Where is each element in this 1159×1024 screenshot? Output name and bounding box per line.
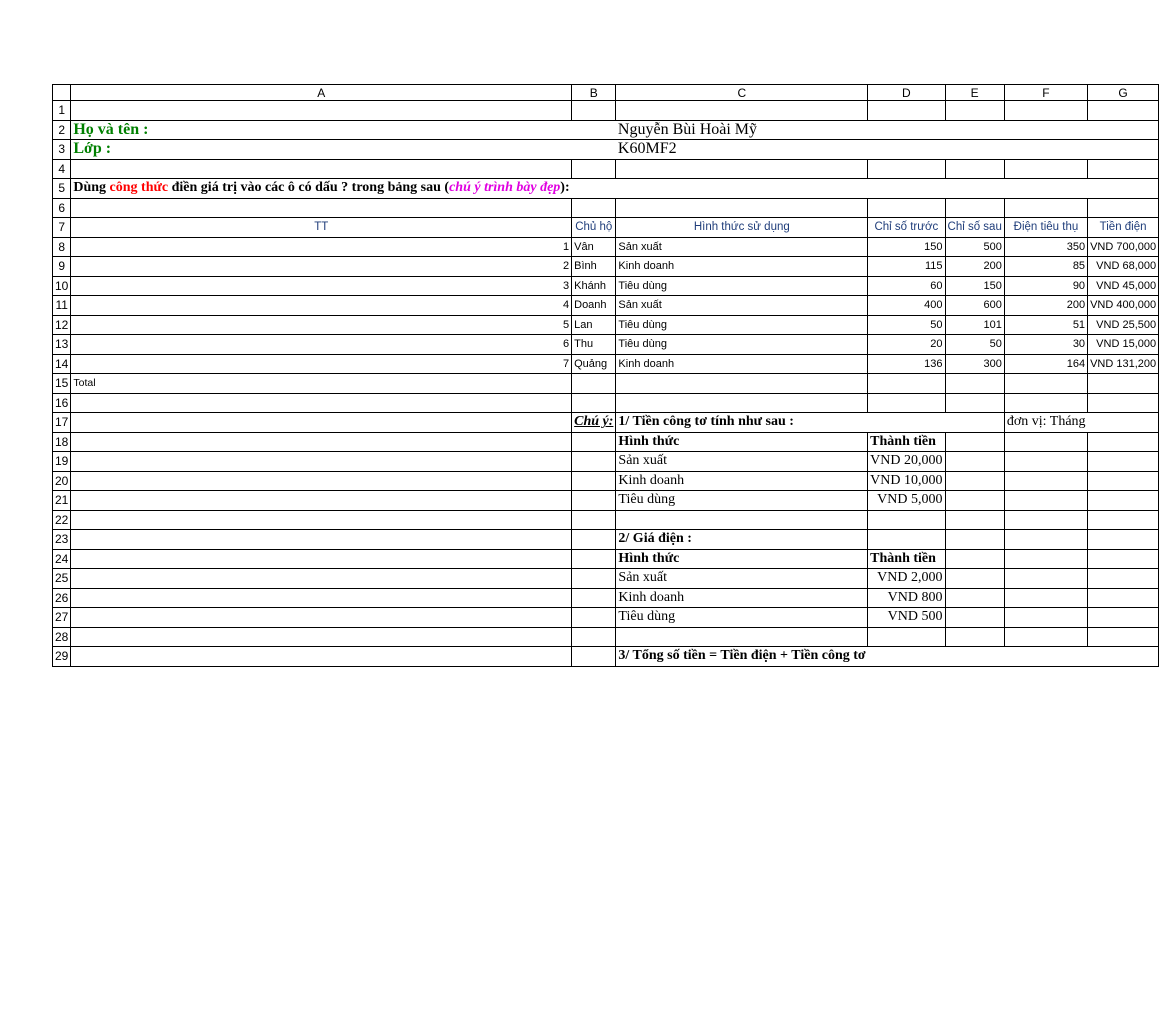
cell[interactable] bbox=[572, 608, 616, 628]
cell[interactable] bbox=[71, 159, 572, 179]
cell[interactable] bbox=[1004, 491, 1087, 511]
cell[interactable] bbox=[1004, 374, 1087, 394]
cell[interactable] bbox=[1088, 510, 1159, 530]
cell[interactable] bbox=[71, 569, 572, 589]
cell-tt[interactable]: 1 bbox=[71, 237, 572, 257]
row-header[interactable]: 20 bbox=[53, 471, 71, 491]
cell[interactable] bbox=[572, 647, 616, 667]
table-row bbox=[53, 335, 1159, 355]
cell[interactable] bbox=[71, 101, 572, 121]
cell[interactable] bbox=[1088, 120, 1159, 140]
cell[interactable] bbox=[1088, 569, 1159, 589]
cell[interactable] bbox=[945, 432, 1004, 452]
row-header[interactable]: 18 bbox=[53, 432, 71, 452]
cell[interactable] bbox=[1088, 608, 1159, 628]
cell[interactable] bbox=[572, 549, 616, 569]
cell[interactable] bbox=[572, 101, 616, 121]
row-header[interactable]: 25 bbox=[53, 569, 71, 589]
note-label[interactable]: Chú ý: bbox=[572, 413, 616, 433]
header-tt[interactable]: TT bbox=[71, 218, 572, 238]
row-header[interactable]: 15 bbox=[53, 374, 71, 394]
cell-tt[interactable]: 3 bbox=[71, 276, 572, 296]
sheet-row bbox=[53, 627, 1159, 647]
cell[interactable] bbox=[1088, 374, 1159, 394]
cell-owner[interactable]: Khánh bbox=[572, 276, 616, 296]
row-header[interactable]: 5 bbox=[53, 179, 71, 199]
column-header-c[interactable]: C bbox=[616, 85, 868, 101]
cell[interactable] bbox=[1004, 588, 1087, 608]
cell-owner[interactable]: Quảng bbox=[572, 354, 616, 374]
sheet-row bbox=[53, 120, 1159, 140]
row-header[interactable]: 28 bbox=[53, 627, 71, 647]
cell-tt[interactable]: 7 bbox=[71, 354, 572, 374]
row-header[interactable]: 26 bbox=[53, 588, 71, 608]
cell-usage[interactable]: 51 bbox=[1004, 315, 1087, 335]
cell[interactable] bbox=[71, 491, 572, 511]
cell[interactable] bbox=[1088, 452, 1159, 472]
cell[interactable] bbox=[1004, 530, 1087, 550]
column-header-a[interactable]: A bbox=[71, 85, 572, 101]
cell[interactable] bbox=[1088, 101, 1159, 121]
cell[interactable] bbox=[616, 159, 868, 179]
sheet-row bbox=[53, 588, 1159, 608]
cell[interactable] bbox=[71, 471, 572, 491]
cell[interactable] bbox=[1088, 588, 1159, 608]
cell[interactable] bbox=[945, 101, 1004, 121]
cell[interactable] bbox=[868, 159, 945, 179]
cell[interactable] bbox=[868, 179, 945, 199]
cell[interactable] bbox=[71, 549, 572, 569]
sheet-row bbox=[53, 608, 1159, 628]
meter-fee-title[interactable]: 1/ Tiền công tơ tính như sau : bbox=[616, 413, 868, 433]
cell[interactable] bbox=[1004, 198, 1087, 218]
price-amount[interactable]: VND 2,000 bbox=[868, 569, 945, 589]
cell[interactable] bbox=[868, 393, 945, 413]
sheet-row bbox=[53, 140, 1159, 160]
cell-usage[interactable]: 30 bbox=[1004, 335, 1087, 355]
cell[interactable] bbox=[1088, 413, 1159, 433]
instruction-part: ): bbox=[560, 180, 570, 196]
cell-tt[interactable]: 5 bbox=[71, 315, 572, 335]
cell[interactable] bbox=[572, 159, 616, 179]
cell-cost[interactable]: VND 15,000 bbox=[1088, 335, 1159, 355]
row-header[interactable]: 24 bbox=[53, 549, 71, 569]
cell[interactable] bbox=[945, 491, 1004, 511]
cell[interactable] bbox=[1004, 120, 1087, 140]
meter-amount[interactable]: VND 20,000 bbox=[868, 452, 945, 472]
sheet-row bbox=[53, 569, 1159, 589]
sheet-row bbox=[53, 159, 1159, 179]
cell-type[interactable]: Tiêu dùng bbox=[616, 315, 868, 335]
table-row bbox=[53, 257, 1159, 277]
cell[interactable] bbox=[1088, 432, 1159, 452]
meter-type[interactable]: Tiêu dùng bbox=[616, 491, 868, 511]
sheet-row bbox=[53, 491, 1159, 511]
cell[interactable] bbox=[868, 413, 945, 433]
cell[interactable] bbox=[616, 101, 868, 121]
cell[interactable] bbox=[1088, 198, 1159, 218]
table-row bbox=[53, 354, 1159, 374]
meter-amount[interactable]: VND 10,000 bbox=[868, 471, 945, 491]
cell[interactable] bbox=[572, 588, 616, 608]
cell[interactable] bbox=[868, 627, 945, 647]
cell[interactable] bbox=[945, 413, 1004, 433]
instruction-highlight-formula: công thức bbox=[109, 180, 169, 196]
cell[interactable] bbox=[1004, 452, 1087, 472]
cell[interactable] bbox=[868, 374, 945, 394]
sheet-row bbox=[53, 432, 1159, 452]
cell[interactable] bbox=[572, 140, 616, 160]
row-header[interactable]: 14 bbox=[53, 354, 71, 374]
cell[interactable] bbox=[1004, 608, 1087, 628]
row-header[interactable]: 22 bbox=[53, 510, 71, 530]
cell-before[interactable]: 50 bbox=[868, 315, 945, 335]
cell-before[interactable]: 136 bbox=[868, 354, 945, 374]
cell-before[interactable]: 60 bbox=[868, 276, 945, 296]
cell-after[interactable]: 150 bbox=[945, 276, 1004, 296]
cell-owner[interactable]: Lan bbox=[572, 315, 616, 335]
cell[interactable] bbox=[1088, 491, 1159, 511]
cell-after[interactable]: 300 bbox=[945, 354, 1004, 374]
class-label[interactable]: Lớp : bbox=[71, 140, 572, 160]
cell[interactable] bbox=[945, 608, 1004, 628]
cell-usage[interactable]: 85 bbox=[1004, 257, 1087, 277]
cell-type[interactable]: Sản xuất bbox=[616, 296, 868, 316]
cell-before[interactable]: 20 bbox=[868, 335, 945, 355]
cell-type[interactable]: Tiêu dùng bbox=[616, 335, 868, 355]
cell[interactable] bbox=[945, 588, 1004, 608]
cell[interactable] bbox=[572, 374, 616, 394]
cell-after[interactable]: 500 bbox=[945, 237, 1004, 257]
cell-tt[interactable]: 6 bbox=[71, 335, 572, 355]
cell[interactable] bbox=[945, 647, 1004, 667]
cell-owner[interactable]: Vân bbox=[572, 237, 616, 257]
cell[interactable] bbox=[71, 452, 572, 472]
cell[interactable] bbox=[1004, 159, 1087, 179]
total-formula[interactable]: 3/ Tổng số tiền = Tiền điện + Tiền công tơ bbox=[616, 647, 868, 667]
header-usage-type[interactable]: Hình thức sử dụng bbox=[616, 218, 868, 238]
cell[interactable] bbox=[945, 510, 1004, 530]
sheet-row bbox=[53, 471, 1159, 491]
column-header-d[interactable]: D bbox=[868, 85, 945, 101]
cell-before[interactable]: 400 bbox=[868, 296, 945, 316]
cell[interactable] bbox=[71, 432, 572, 452]
meter-type[interactable]: Sản xuất bbox=[616, 452, 868, 472]
cell[interactable] bbox=[616, 510, 868, 530]
cell-after[interactable]: 50 bbox=[945, 335, 1004, 355]
table-row bbox=[53, 315, 1159, 335]
cell[interactable] bbox=[1004, 140, 1087, 160]
cell[interactable] bbox=[71, 627, 572, 647]
cell[interactable] bbox=[616, 179, 868, 199]
cell[interactable] bbox=[1004, 393, 1087, 413]
cell-tt[interactable]: 4 bbox=[71, 296, 572, 316]
row-header[interactable]: 2 bbox=[53, 120, 71, 140]
cell[interactable] bbox=[572, 627, 616, 647]
cell[interactable] bbox=[945, 140, 1004, 160]
cell[interactable] bbox=[71, 393, 572, 413]
cell-usage[interactable]: 350 bbox=[1004, 237, 1087, 257]
cell-cost[interactable]: VND 700,000 bbox=[1088, 237, 1159, 257]
cell[interactable] bbox=[945, 627, 1004, 647]
column-header-f[interactable]: F bbox=[1004, 85, 1087, 101]
cell-cost[interactable]: VND 68,000 bbox=[1088, 257, 1159, 277]
total-label[interactable]: Total bbox=[71, 374, 572, 394]
cell[interactable] bbox=[572, 393, 616, 413]
sheet-row bbox=[53, 413, 1159, 433]
row-header[interactable]: 9 bbox=[53, 257, 71, 277]
row-header[interactable]: 8 bbox=[53, 237, 71, 257]
cell-type[interactable]: Tiêu dùng bbox=[616, 276, 868, 296]
row-header[interactable]: 23 bbox=[53, 530, 71, 550]
header-reading-after[interactable]: Chỉ số sau bbox=[945, 218, 1004, 238]
column-header-e[interactable]: E bbox=[945, 85, 1004, 101]
cell[interactable] bbox=[1088, 140, 1159, 160]
cell[interactable] bbox=[616, 393, 868, 413]
row-header[interactable]: 11 bbox=[53, 296, 71, 316]
cell[interactable] bbox=[945, 471, 1004, 491]
cell[interactable] bbox=[868, 140, 945, 160]
row-header[interactable]: 1 bbox=[53, 101, 71, 121]
cell[interactable] bbox=[1088, 549, 1159, 569]
cell[interactable] bbox=[1088, 647, 1159, 667]
cell[interactable] bbox=[572, 530, 616, 550]
sheet-row bbox=[53, 647, 1159, 667]
meter-type[interactable]: Kinh doanh bbox=[616, 471, 868, 491]
cell[interactable] bbox=[1004, 510, 1087, 530]
row-header[interactable]: 3 bbox=[53, 140, 71, 160]
column-header-g[interactable]: G bbox=[1088, 85, 1159, 101]
row-header[interactable]: 4 bbox=[53, 159, 71, 179]
cell[interactable] bbox=[1004, 101, 1087, 121]
price-amount[interactable]: VND 500 bbox=[868, 608, 945, 628]
cell-cost[interactable]: VND 131,200 bbox=[1088, 354, 1159, 374]
cell[interactable] bbox=[616, 198, 868, 218]
table-row bbox=[53, 276, 1159, 296]
instruction-text[interactable] bbox=[71, 179, 572, 199]
cell[interactable] bbox=[572, 432, 616, 452]
cell[interactable] bbox=[1088, 159, 1159, 179]
cell[interactable] bbox=[71, 510, 572, 530]
row-header[interactable]: 13 bbox=[53, 335, 71, 355]
cell-tt[interactable]: 2 bbox=[71, 257, 572, 277]
name-value[interactable]: Nguyễn Bùi Hoài Mỹ bbox=[616, 120, 868, 140]
meter-col-type[interactable]: Hình thức bbox=[616, 432, 868, 452]
price-col-amount[interactable]: Thành tiền bbox=[868, 549, 945, 569]
cell[interactable] bbox=[71, 413, 572, 433]
price-type[interactable]: Tiêu dùng bbox=[616, 608, 868, 628]
cell[interactable] bbox=[71, 588, 572, 608]
instruction-part: Dùng bbox=[73, 180, 110, 196]
cell[interactable] bbox=[1004, 569, 1087, 589]
cell[interactable] bbox=[71, 198, 572, 218]
sheet-row bbox=[53, 101, 1159, 121]
cell[interactable] bbox=[572, 491, 616, 511]
cell-type[interactable]: Sản xuất bbox=[616, 237, 868, 257]
row-header[interactable]: 7 bbox=[53, 218, 71, 238]
sheet-row bbox=[53, 179, 1159, 199]
row-header[interactable]: 21 bbox=[53, 491, 71, 511]
cell[interactable] bbox=[1088, 530, 1159, 550]
cell-usage[interactable]: 164 bbox=[1004, 354, 1087, 374]
row-header[interactable]: 19 bbox=[53, 452, 71, 472]
column-header-b[interactable]: B bbox=[572, 85, 616, 101]
row-header[interactable]: 6 bbox=[53, 198, 71, 218]
cell[interactable] bbox=[572, 198, 616, 218]
price-title[interactable]: 2/ Giá điện : bbox=[616, 530, 868, 550]
cell[interactable] bbox=[1004, 549, 1087, 569]
cell[interactable] bbox=[616, 374, 868, 394]
cell[interactable] bbox=[71, 608, 572, 628]
cell-owner[interactable]: Bình bbox=[572, 257, 616, 277]
cell[interactable] bbox=[1088, 471, 1159, 491]
cell[interactable] bbox=[1004, 627, 1087, 647]
cell[interactable] bbox=[1004, 471, 1087, 491]
instruction-part: điền giá trị vào các ô có dấu ? trong bảng sau ( bbox=[168, 180, 450, 196]
cell[interactable] bbox=[1004, 179, 1087, 199]
cell[interactable] bbox=[572, 179, 616, 199]
cell-cost[interactable]: VND 45,000 bbox=[1088, 276, 1159, 296]
cell[interactable] bbox=[945, 549, 1004, 569]
unit-text[interactable]: đơn vị: Tháng bbox=[1004, 413, 1087, 433]
sheet-row bbox=[53, 510, 1159, 530]
sheet-row bbox=[53, 198, 1159, 218]
class-value[interactable]: K60MF2 bbox=[616, 140, 868, 160]
cell[interactable] bbox=[945, 374, 1004, 394]
cell[interactable] bbox=[945, 159, 1004, 179]
price-type[interactable]: Kinh doanh bbox=[616, 588, 868, 608]
row-header[interactable]: 29 bbox=[53, 647, 71, 667]
cell[interactable] bbox=[616, 627, 868, 647]
cell[interactable] bbox=[945, 452, 1004, 472]
cell[interactable] bbox=[71, 530, 572, 550]
cell[interactable] bbox=[945, 393, 1004, 413]
cell[interactable] bbox=[71, 647, 572, 667]
cell[interactable] bbox=[572, 510, 616, 530]
cell[interactable] bbox=[868, 530, 945, 550]
cell-after[interactable]: 101 bbox=[945, 315, 1004, 335]
cell[interactable] bbox=[572, 569, 616, 589]
cell[interactable] bbox=[945, 530, 1004, 550]
cell-after[interactable]: 200 bbox=[945, 257, 1004, 277]
instruction-highlight-note: chú ý trình bày đẹp bbox=[449, 180, 561, 196]
cell[interactable] bbox=[945, 120, 1004, 140]
header-owner[interactable]: Chủ hộ bbox=[572, 218, 616, 238]
header-reading-before[interactable]: Chỉ số trước bbox=[868, 218, 945, 238]
header-consumption[interactable]: Điện tiêu thụ bbox=[1004, 218, 1087, 238]
meter-amount[interactable]: VND 5,000 bbox=[868, 491, 945, 511]
row-header[interactable]: 16 bbox=[53, 393, 71, 413]
cell[interactable] bbox=[868, 120, 945, 140]
cell[interactable] bbox=[868, 101, 945, 121]
cell-before[interactable]: 150 bbox=[868, 237, 945, 257]
table-row bbox=[53, 237, 1159, 257]
column-header-row bbox=[53, 85, 1159, 101]
row-header[interactable]: 12 bbox=[53, 315, 71, 335]
spreadsheet-grid bbox=[52, 84, 1159, 667]
cell[interactable] bbox=[868, 510, 945, 530]
name-label[interactable]: Họ và tên : bbox=[71, 120, 572, 140]
cell-before[interactable]: 115 bbox=[868, 257, 945, 277]
cell[interactable] bbox=[868, 647, 945, 667]
table-row bbox=[53, 296, 1159, 316]
cell-cost[interactable]: VND 400,000 bbox=[1088, 296, 1159, 316]
cell-cost[interactable]: VND 25,500 bbox=[1088, 315, 1159, 335]
price-col-type[interactable]: Hình thức bbox=[616, 549, 868, 569]
price-type[interactable]: Sản xuất bbox=[616, 569, 868, 589]
row-header[interactable]: 10 bbox=[53, 276, 71, 296]
header-electricity-cost[interactable]: Tiền điện bbox=[1088, 218, 1159, 238]
sheet-row bbox=[53, 549, 1159, 569]
total-row bbox=[53, 374, 1159, 394]
cell[interactable] bbox=[1004, 432, 1087, 452]
table-header-row bbox=[53, 218, 1159, 238]
cell[interactable] bbox=[1088, 179, 1159, 199]
meter-col-amount[interactable]: Thành tiền bbox=[868, 432, 945, 452]
cell-owner[interactable]: Thu bbox=[572, 335, 616, 355]
cell-owner[interactable]: Doanh bbox=[572, 296, 616, 316]
cell[interactable] bbox=[1088, 627, 1159, 647]
cell[interactable] bbox=[945, 569, 1004, 589]
cell[interactable] bbox=[1004, 647, 1087, 667]
cell[interactable] bbox=[945, 179, 1004, 199]
row-header[interactable]: 17 bbox=[53, 413, 71, 433]
row-header[interactable]: 27 bbox=[53, 608, 71, 628]
price-amount[interactable]: VND 800 bbox=[868, 588, 945, 608]
cell-usage[interactable]: 90 bbox=[1004, 276, 1087, 296]
sheet-row bbox=[53, 530, 1159, 550]
cell[interactable] bbox=[1088, 393, 1159, 413]
cell[interactable] bbox=[572, 452, 616, 472]
cell[interactable] bbox=[572, 120, 616, 140]
cell-type[interactable]: Kinh doanh bbox=[616, 354, 868, 374]
cell[interactable] bbox=[945, 198, 1004, 218]
cell-type[interactable]: Kinh doanh bbox=[616, 257, 868, 277]
corner-cell[interactable] bbox=[53, 85, 71, 101]
cell-usage[interactable]: 200 bbox=[1004, 296, 1087, 316]
sheet-row bbox=[53, 393, 1159, 413]
cell-after[interactable]: 600 bbox=[945, 296, 1004, 316]
sheet-row bbox=[53, 452, 1159, 472]
cell[interactable] bbox=[868, 198, 945, 218]
cell[interactable] bbox=[572, 471, 616, 491]
